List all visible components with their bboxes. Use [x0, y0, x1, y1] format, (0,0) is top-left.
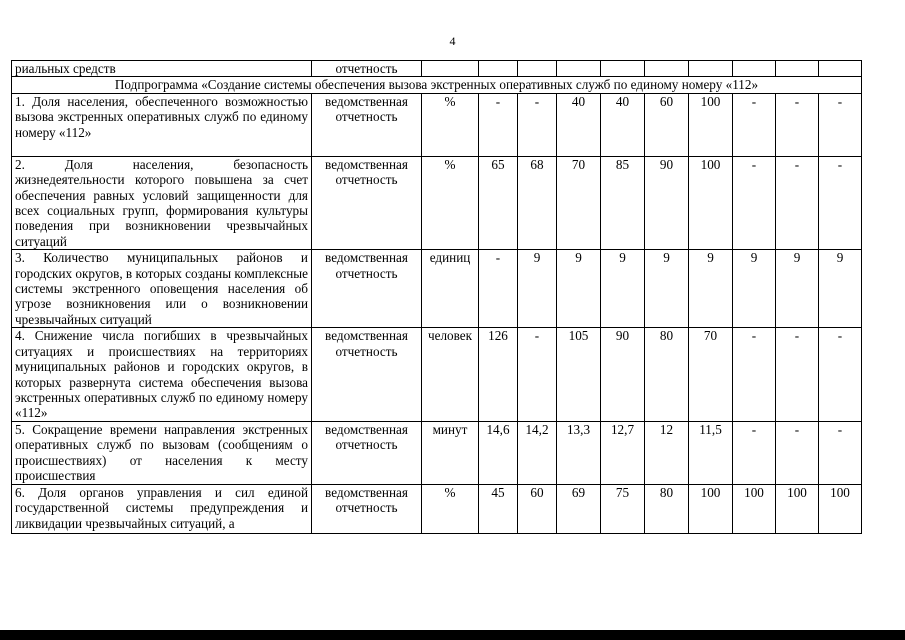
value-cell: -	[776, 93, 819, 156]
value-cell: 40	[557, 93, 601, 156]
value-cell: 80	[645, 484, 689, 533]
table-row	[12, 156, 862, 249]
value-cell: 126	[479, 328, 518, 421]
value-cell: 13,3	[557, 421, 601, 484]
value-cell: 12	[645, 421, 689, 484]
value-cell: 70	[557, 156, 601, 249]
source-cell: ведомственная отчетность	[312, 250, 422, 328]
value-cell: 9	[557, 250, 601, 328]
value-cell: 100	[689, 156, 733, 249]
unit-cell	[422, 61, 479, 77]
unit-cell: человек	[422, 328, 479, 421]
value-cell	[733, 61, 776, 77]
source-cell: отчетность	[312, 61, 422, 77]
value-cell: 40	[601, 93, 645, 156]
value-cell: 69	[557, 484, 601, 533]
value-cell: 14,6	[479, 421, 518, 484]
value-cell: 100	[776, 484, 819, 533]
table-row	[12, 328, 862, 421]
value-cell: 105	[557, 328, 601, 421]
value-cell: 75	[601, 484, 645, 533]
value-cell: -	[819, 156, 862, 249]
value-cell: 9	[689, 250, 733, 328]
unit-cell: %	[422, 93, 479, 156]
unit-cell: минут	[422, 421, 479, 484]
indicator-cell: 6. Доля органов управления и сил единой государственной системы предупреждения и ликвидации чрезвычайных ситуаций, а	[12, 484, 312, 533]
subprogram-title: Подпрограмма «Создание системы обеспечения вызова экстренных оперативных служб по единому номеру «112»	[12, 77, 862, 93]
unit-cell: единиц	[422, 250, 479, 328]
value-cell: -	[479, 93, 518, 156]
value-cell: 14,2	[518, 421, 557, 484]
value-cell: -	[776, 328, 819, 421]
value-cell	[518, 61, 557, 77]
table-row	[12, 93, 862, 156]
table-row	[12, 421, 862, 484]
value-cell	[557, 61, 601, 77]
value-cell: 60	[518, 484, 557, 533]
value-cell: 85	[601, 156, 645, 249]
value-cell: 45	[479, 484, 518, 533]
indicators-table	[11, 60, 862, 534]
value-cell: -	[776, 421, 819, 484]
indicator-cell: 5. Сокращение времени направления экстренных оперативных служб по вызовам (сообщениям о происшествиях) от населения к месту происшествия	[12, 421, 312, 484]
value-cell: -	[733, 156, 776, 249]
value-cell	[776, 61, 819, 77]
value-cell: -	[733, 421, 776, 484]
value-cell: 100	[819, 484, 862, 533]
table-row-continued	[12, 61, 862, 77]
indicator-cell: 1. Доля населения, обеспеченного возможностью вызова экстренных оперативных служб по единому номеру «112»	[12, 93, 312, 156]
value-cell: -	[479, 250, 518, 328]
value-cell	[689, 61, 733, 77]
value-cell: 100	[689, 93, 733, 156]
indicator-cell: 3. Количество муниципальных районов и городских округов, в которых созданы комплексные системы экстренного оповещения населения об угрозе возникновения или о возникновении чрезвычайных ситуаций	[12, 250, 312, 328]
value-cell: 90	[645, 156, 689, 249]
value-cell: -	[518, 328, 557, 421]
value-cell: 12,7	[601, 421, 645, 484]
value-cell	[645, 61, 689, 77]
value-cell: 70	[689, 328, 733, 421]
value-cell: 65	[479, 156, 518, 249]
value-cell: 9	[645, 250, 689, 328]
scan-edge	[0, 630, 905, 640]
value-cell: 100	[689, 484, 733, 533]
value-cell	[601, 61, 645, 77]
unit-cell: %	[422, 484, 479, 533]
source-cell: ведомственная отчетность	[312, 93, 422, 156]
unit-cell: %	[422, 156, 479, 249]
value-cell	[479, 61, 518, 77]
table-row	[12, 484, 862, 533]
value-cell: -	[733, 93, 776, 156]
value-cell: 9	[518, 250, 557, 328]
subprogram-row	[12, 77, 862, 93]
indicator-cell: 4. Снижение числа погибших в чрезвычайных ситуациях и происшествиях на территориях муниципальных районов и городских округов, в которых развернута система обеспечения вызова экстренных оперативных служб по единому номеру «112»	[12, 328, 312, 421]
value-cell: 90	[601, 328, 645, 421]
indicator-cell: 2. Доля населения, безопасность жизнедеятельности которого повышена за счет обеспечения равных условий защищенности для всех социальных групп, формирования культуры поведения при возникновении чрезвычайных ситуаций	[12, 156, 312, 249]
value-cell: -	[819, 328, 862, 421]
value-cell: 11,5	[689, 421, 733, 484]
page-number: 4	[449, 34, 456, 48]
value-cell: 9	[776, 250, 819, 328]
value-cell: 60	[645, 93, 689, 156]
value-cell: 80	[645, 328, 689, 421]
source-cell: ведомственная отчетность	[312, 156, 422, 249]
value-cell: 9	[733, 250, 776, 328]
value-cell: -	[776, 156, 819, 249]
value-cell: 9	[601, 250, 645, 328]
value-cell	[819, 61, 862, 77]
value-cell: 100	[733, 484, 776, 533]
value-cell: -	[518, 93, 557, 156]
value-cell: 9	[819, 250, 862, 328]
table-row	[12, 250, 862, 328]
source-cell: ведомственная отчетность	[312, 421, 422, 484]
source-cell: ведомственная отчетность	[312, 328, 422, 421]
value-cell: 68	[518, 156, 557, 249]
indicator-cell: риальных средств	[12, 61, 312, 77]
source-cell: ведомственная отчетность	[312, 484, 422, 533]
value-cell: -	[819, 421, 862, 484]
value-cell: -	[819, 93, 862, 156]
value-cell: -	[733, 328, 776, 421]
